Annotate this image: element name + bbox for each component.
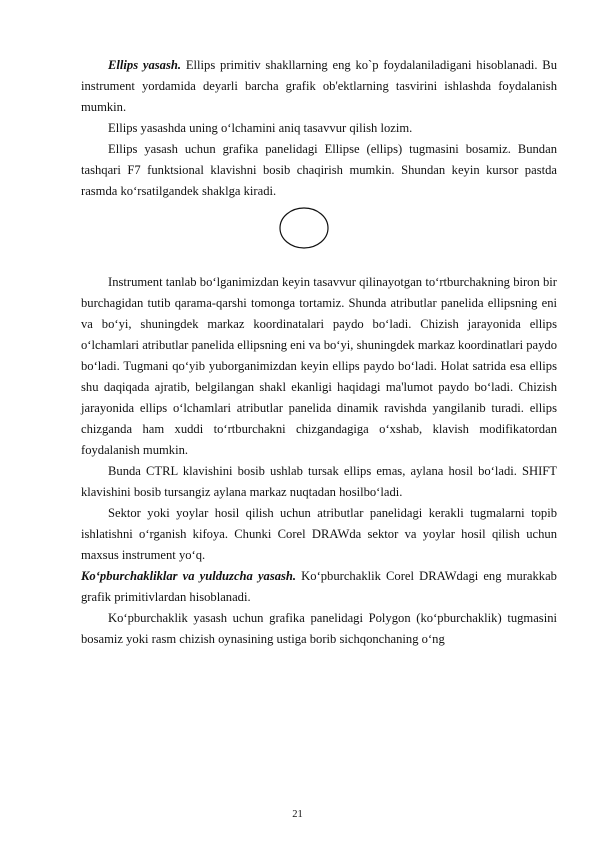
paragraph-polygon-tool: Ko‘pburchaklik yasash uchun grafika panelidagi Polygon (ko‘pburchaklik) tugmasini bosamiz yoki rasm chizish oynasining ustiga borib sichqonchaning o‘ng (81, 611, 557, 646)
ellipse-figure (81, 202, 557, 272)
paragraph-text: Ko‘pburchaklik Corel DRAWdagi eng murakkab grafik primitivlardan hisoblanadi. (81, 569, 557, 604)
paragraph-ellips-size: Ellips yasashda uning o‘lchamini aniq tasavvur qilish lozim. (108, 121, 413, 135)
paragraph-ctrl-shift: Bunda CTRL klavishini bosib ushlab tursak ellips emas, aylana hosil bo‘ladi. SHIFT klavishini bosib tursangiz aylana markaz nuqtadan hosilbo‘ladi. (81, 464, 557, 499)
ellipse-shape-icon (278, 205, 330, 251)
paragraph-sector-arcs: Sektor yoki yoylar hosil qilish uchun atributlar panelidagi kerakli tugmalarni topib ishlatishni o‘rganish kifoya. Chunki Corel DRAWda sektor va yoylar hosil qilish uchun maxsus instrument yo‘q. (81, 506, 557, 562)
heading-polygon-star: Ko‘pburchakliklar va yulduzcha yasash. (81, 569, 297, 583)
paragraph-ellips-tool: Ellips yasash uchun grafika panelidagi Ellipse (ellips) tugmasini bosamiz. Bundan tashqari F7 funktsional klavishni bosib chaqirish mumkin. Shundan keyin kursor pastda rasmda ko‘rsatilgandek shaklga kiradi. (81, 142, 557, 198)
page-content (81, 55, 557, 650)
paragraph-polygon-intro (81, 566, 557, 608)
paragraph-ellips-intro (81, 55, 557, 118)
page-number: 21 (292, 809, 303, 820)
heading-ellips-yasash: Ellips yasash. (108, 58, 182, 72)
paragraph-text: Ellips primitiv shakllarning eng ko`p foydalaniladigani hisoblanadi. Bu instrument yordamida deyarli barcha grafik ob'ektlarning tasvirini ishlashda foydalanish mumkin. (81, 58, 557, 114)
paragraph-instrument-usage: Instrument tanlab bo‘lganimizdan keyin tasavvur qilinayotgan to‘rtburchakning biron bir burchagidan tutib qarama-qarshi tomonga tortamiz. Shunda atributlar panelida ellipsning eni va bo‘yi, shuningdek markaz koordinatalari paydo bo‘ladi. Chizish jarayonida ellips o‘lchamlari atributlar panelida ellipsning eni va bo‘yi, shuningdek markaz koordinatlari paydo bo‘ladi. Tugmani qo‘yib yuborganimizdan keyin ellips paydo bo‘ladi. Holat satrida esa ellips shu daqiqada ajratib, belgilangan shakl ekanligi haqidagi ma'lumot paydo bo‘ladi. Chizish jarayonida ellips o‘lchamlari atributlar panelida dinamik ravishda yangilanib turadi. ellips chizganda ham xuddi to‘rtburchakni chizgandagiga o‘xshab, klavish modifikatordan foydalanish mumkin. (81, 275, 557, 457)
